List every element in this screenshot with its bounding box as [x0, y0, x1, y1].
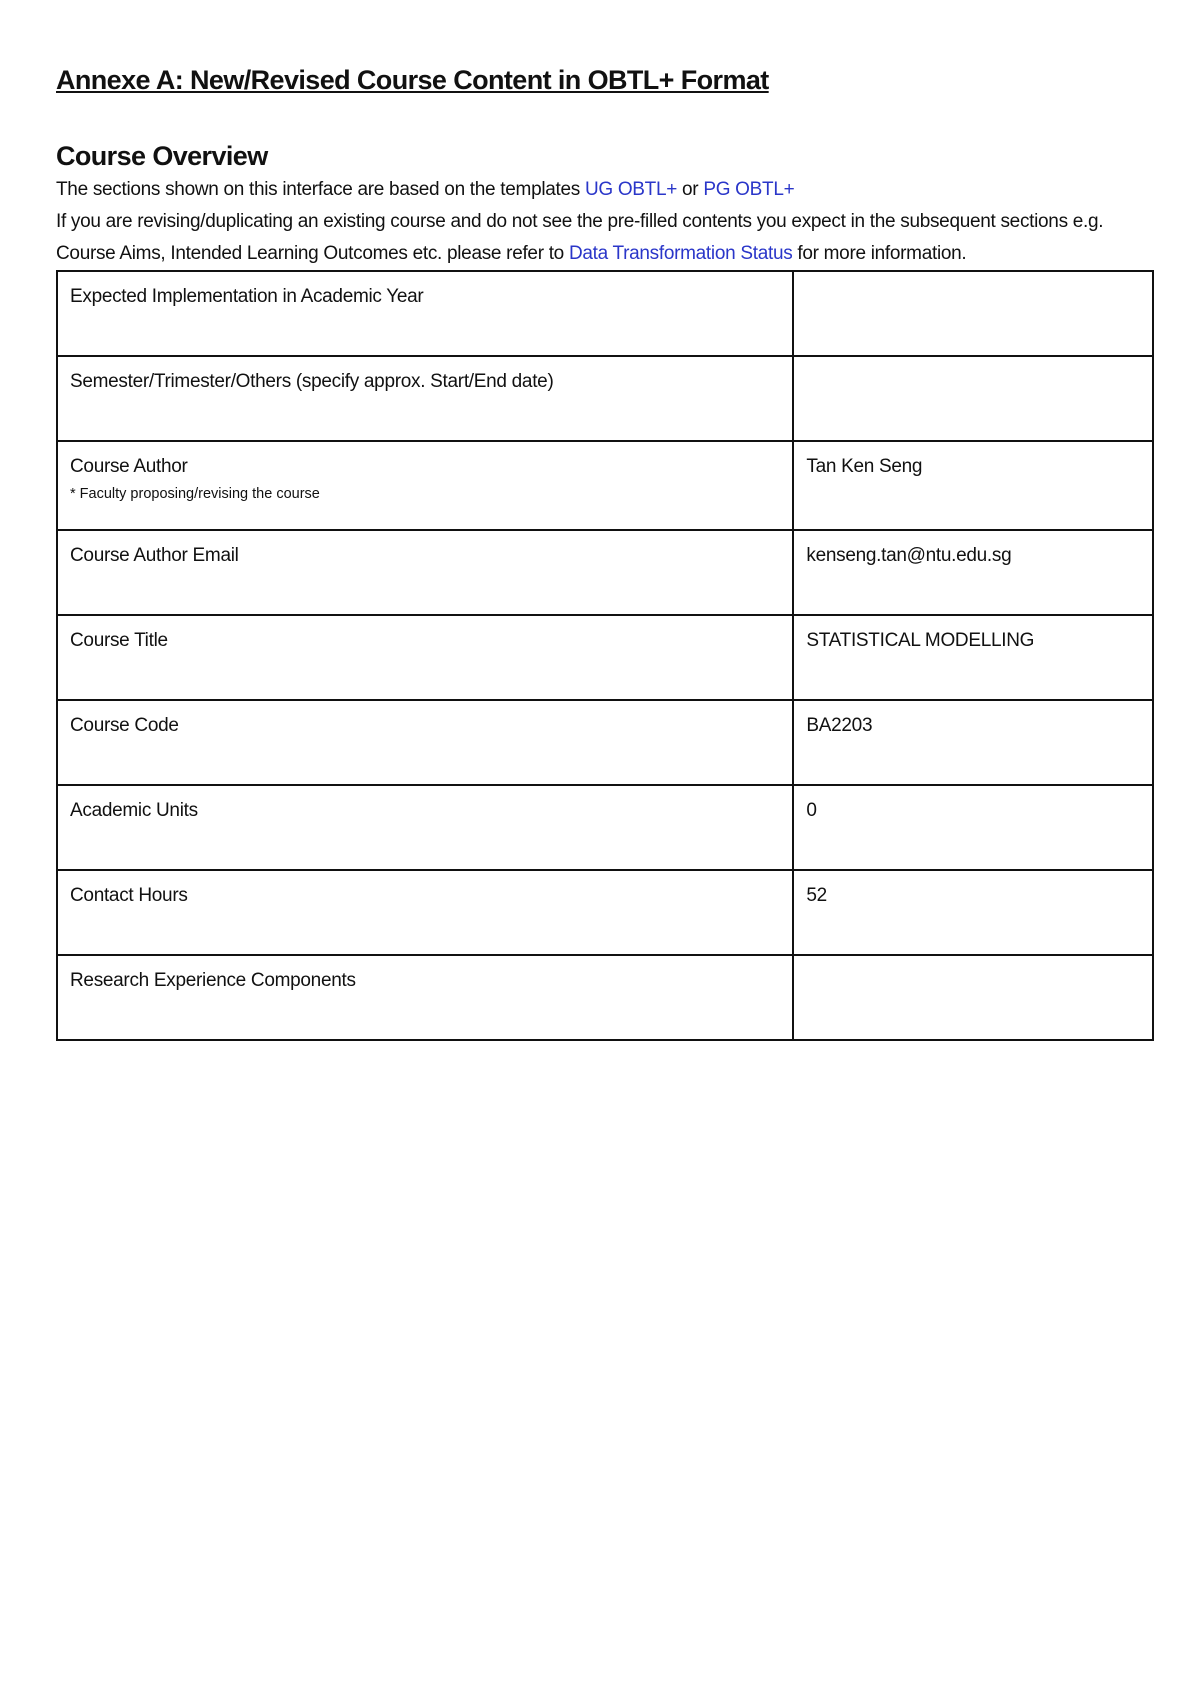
row-value-cell[interactable]: [793, 271, 1153, 356]
data-transformation-status-link[interactable]: Data Transformation Status: [568, 243, 793, 264]
document-page: [56, 62, 1154, 1041]
row-label-cell: [57, 356, 793, 441]
table-row: [57, 441, 1153, 530]
intro-or-text: or: [677, 179, 704, 200]
table-row: [57, 271, 1153, 356]
row-label-cell: [57, 700, 793, 785]
row-value-cell[interactable]: [793, 615, 1153, 700]
row-label: Semester/Trimester/Others (specify approx. Start/End date): [70, 371, 554, 392]
table-row: [57, 530, 1153, 615]
row-value-cell[interactable]: [793, 870, 1153, 955]
row-note: * Faculty proposing/revising the course: [70, 486, 320, 502]
row-value: 52: [806, 885, 827, 906]
row-value-cell[interactable]: [793, 530, 1153, 615]
row-label-cell: [57, 955, 793, 1040]
row-label: Course Title: [70, 630, 168, 651]
intro-paragraph-templates: [56, 174, 1154, 206]
row-value: Tan Ken Seng: [806, 456, 923, 477]
row-label-cell: [57, 615, 793, 700]
row-label-cell: [57, 530, 793, 615]
row-label-cell: [57, 271, 793, 356]
row-label: Course Code: [70, 715, 179, 736]
intro-paragraph-revising: [56, 206, 1154, 270]
ug-obtl-link[interactable]: UG OBTL+: [584, 179, 678, 200]
row-value-cell[interactable]: [793, 785, 1153, 870]
table-row: [57, 356, 1153, 441]
intro-text: If you are revising/duplicating an existing course and do not see the pre-filled contents you expect in the subsequent sections e.g. Course Aims, Intended Learning Outcomes etc. please refer to: [56, 211, 1104, 264]
section-title: Course Overview: [56, 141, 268, 171]
row-value: kenseng.tan@ntu.edu.sg: [806, 545, 1012, 566]
row-label: Course Author: [70, 456, 188, 477]
table-row: [57, 870, 1153, 955]
table-row: [57, 955, 1153, 1040]
row-value-cell[interactable]: [793, 356, 1153, 441]
row-label: Course Author Email: [70, 545, 239, 566]
row-value: 0: [806, 800, 817, 821]
row-value-cell[interactable]: [793, 955, 1153, 1040]
course-overview-table: [56, 270, 1154, 1041]
row-label: Research Experience Components: [70, 970, 356, 991]
row-label-cell: [57, 785, 793, 870]
row-value-cell[interactable]: [793, 700, 1153, 785]
table-row: [57, 615, 1153, 700]
intro-text: The sections shown on this interface are based on the templates: [56, 179, 585, 200]
row-label: Expected Implementation in Academic Year: [70, 286, 424, 307]
intro-suffix-text: for more information.: [792, 243, 967, 264]
row-label-cell: [57, 870, 793, 955]
table-row: [57, 700, 1153, 785]
annex-title: Annexe A: New/Revised Course Content in OBTL+ Format: [56, 65, 769, 95]
row-value: BA2203: [806, 715, 873, 736]
row-value-cell[interactable]: [793, 441, 1153, 530]
row-label: Academic Units: [70, 800, 198, 821]
row-label-cell: [57, 441, 793, 530]
table-row: [57, 785, 1153, 870]
row-value: STATISTICAL MODELLING: [806, 630, 1035, 651]
row-label: Contact Hours: [70, 885, 188, 906]
pg-obtl-link[interactable]: PG OBTL+: [703, 179, 795, 200]
